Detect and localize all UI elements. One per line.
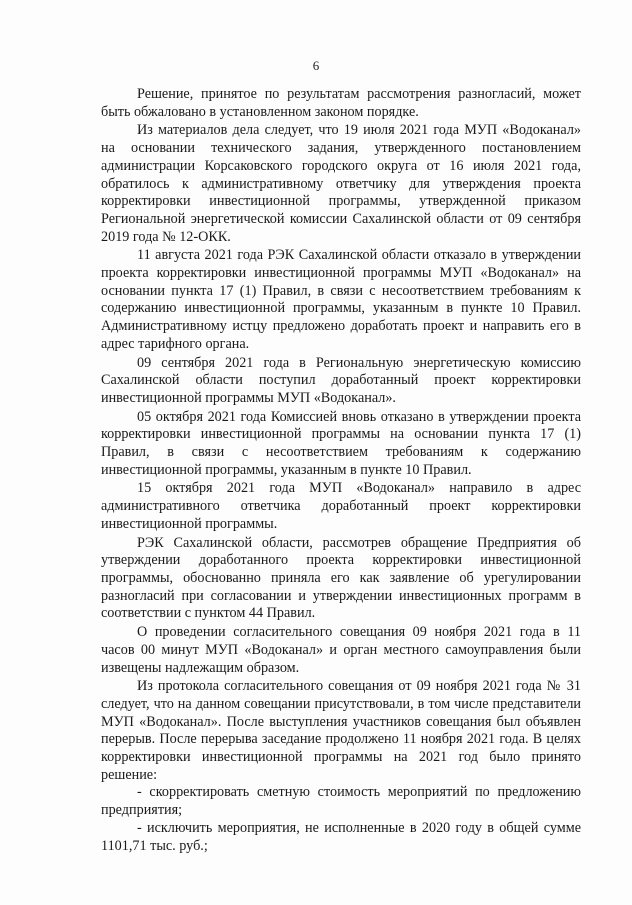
paragraph-commission-review: РЭК Сахалинской области, рассмотрев обращение Предприятия об утверждении доработанного проекта корректировки инвестиционной программы, обоснованно приняла его как заявление об урегулировании разногласий при согласовании и утверждении инвестиционных программ в соответствии с пунктом 44 Правил. — [101, 534, 581, 622]
paragraph-appeal-right: Решение, принятое по результатам рассмотрения разногласий, может быть обжаловано в установленном законом порядке. — [101, 86, 581, 120]
paragraph-october-refusal: 05 октября 2021 года Комиссией вновь отказано в утверждении проекта корректировки инвестиционной программы на основании пункта 17 (1) Правил, в связи с несоответствием требованиям к содержанию инвестиционной программы, указанным в пункте 10 Правил. — [101, 408, 581, 478]
paragraph-case-materials: Из материалов дела следует, что 19 июля 2021 года МУП «Водоканал» на основании технического задания, утвержденного постановлением администрации Корсаковского городского округа от 16 июля 2021 года, обратилось к административному ответчику для утверждения проекта корректировки инвестиционной программы, утвержденной приказом Региональной энергетической комиссии Сахалинской области от 09 сентября 2019 года № 12-ОКК. — [101, 122, 581, 245]
paragraph-august-refusal: 11 августа 2021 года РЭК Сахалинской области отказало в утверждении проекта корректировки инвестиционной программы МУП «Водоканал» на основании пункта 17 (1) Правил, в связи с несоответствием требованиям к содержанию инвестиционной программы, указанным в пункте 10 Правил. Административному истцу предложено доработать проект и направить его в адрес тарифного органа. — [101, 247, 581, 352]
paragraph-meeting-notice: О проведении согласительного совещания 09 ноября 2021 года в 11 часов 00 минут МУП «Водоканал» и орган местного самоуправления были извещены надлежащим образом. — [101, 624, 581, 676]
list-item-exclude-measures: - исключить мероприятия, не исполненные в 2020 году в общей сумме 1101,71 тыс. руб.; — [101, 819, 581, 854]
document-body — [101, 86, 581, 855]
paragraph-september-submission: 09 сентября 2021 года в Региональную энергетическую комиссию Сахалинской области поступил доработанный проект корректировки инвестиционной программы МУП «Водоканал». — [101, 354, 581, 406]
page-number: 6 — [312, 58, 320, 73]
list-item-adjust-cost: - скорректировать сметную стоимость мероприятий по предложению предприятия; — [101, 784, 581, 819]
paragraph-meeting-protocol: Из протокола согласительного совещания от 09 ноября 2021 года № 31 следует, что на данном совещании присутствовали, в том числе представители МУП «Водоканал». После выступления участников совещания был объявлен перерыв. После перерыва заседание продолжено 11 ноября 2021 года. В целях корректировки инвестиционной программы на 2021 год было принято решение: — [101, 678, 581, 783]
paragraph-october-resubmission: 15 октября 2021 года МУП «Водоканал» направило в адрес административного ответчика доработанный проект корректировки инвестиционной программы. — [101, 480, 581, 532]
